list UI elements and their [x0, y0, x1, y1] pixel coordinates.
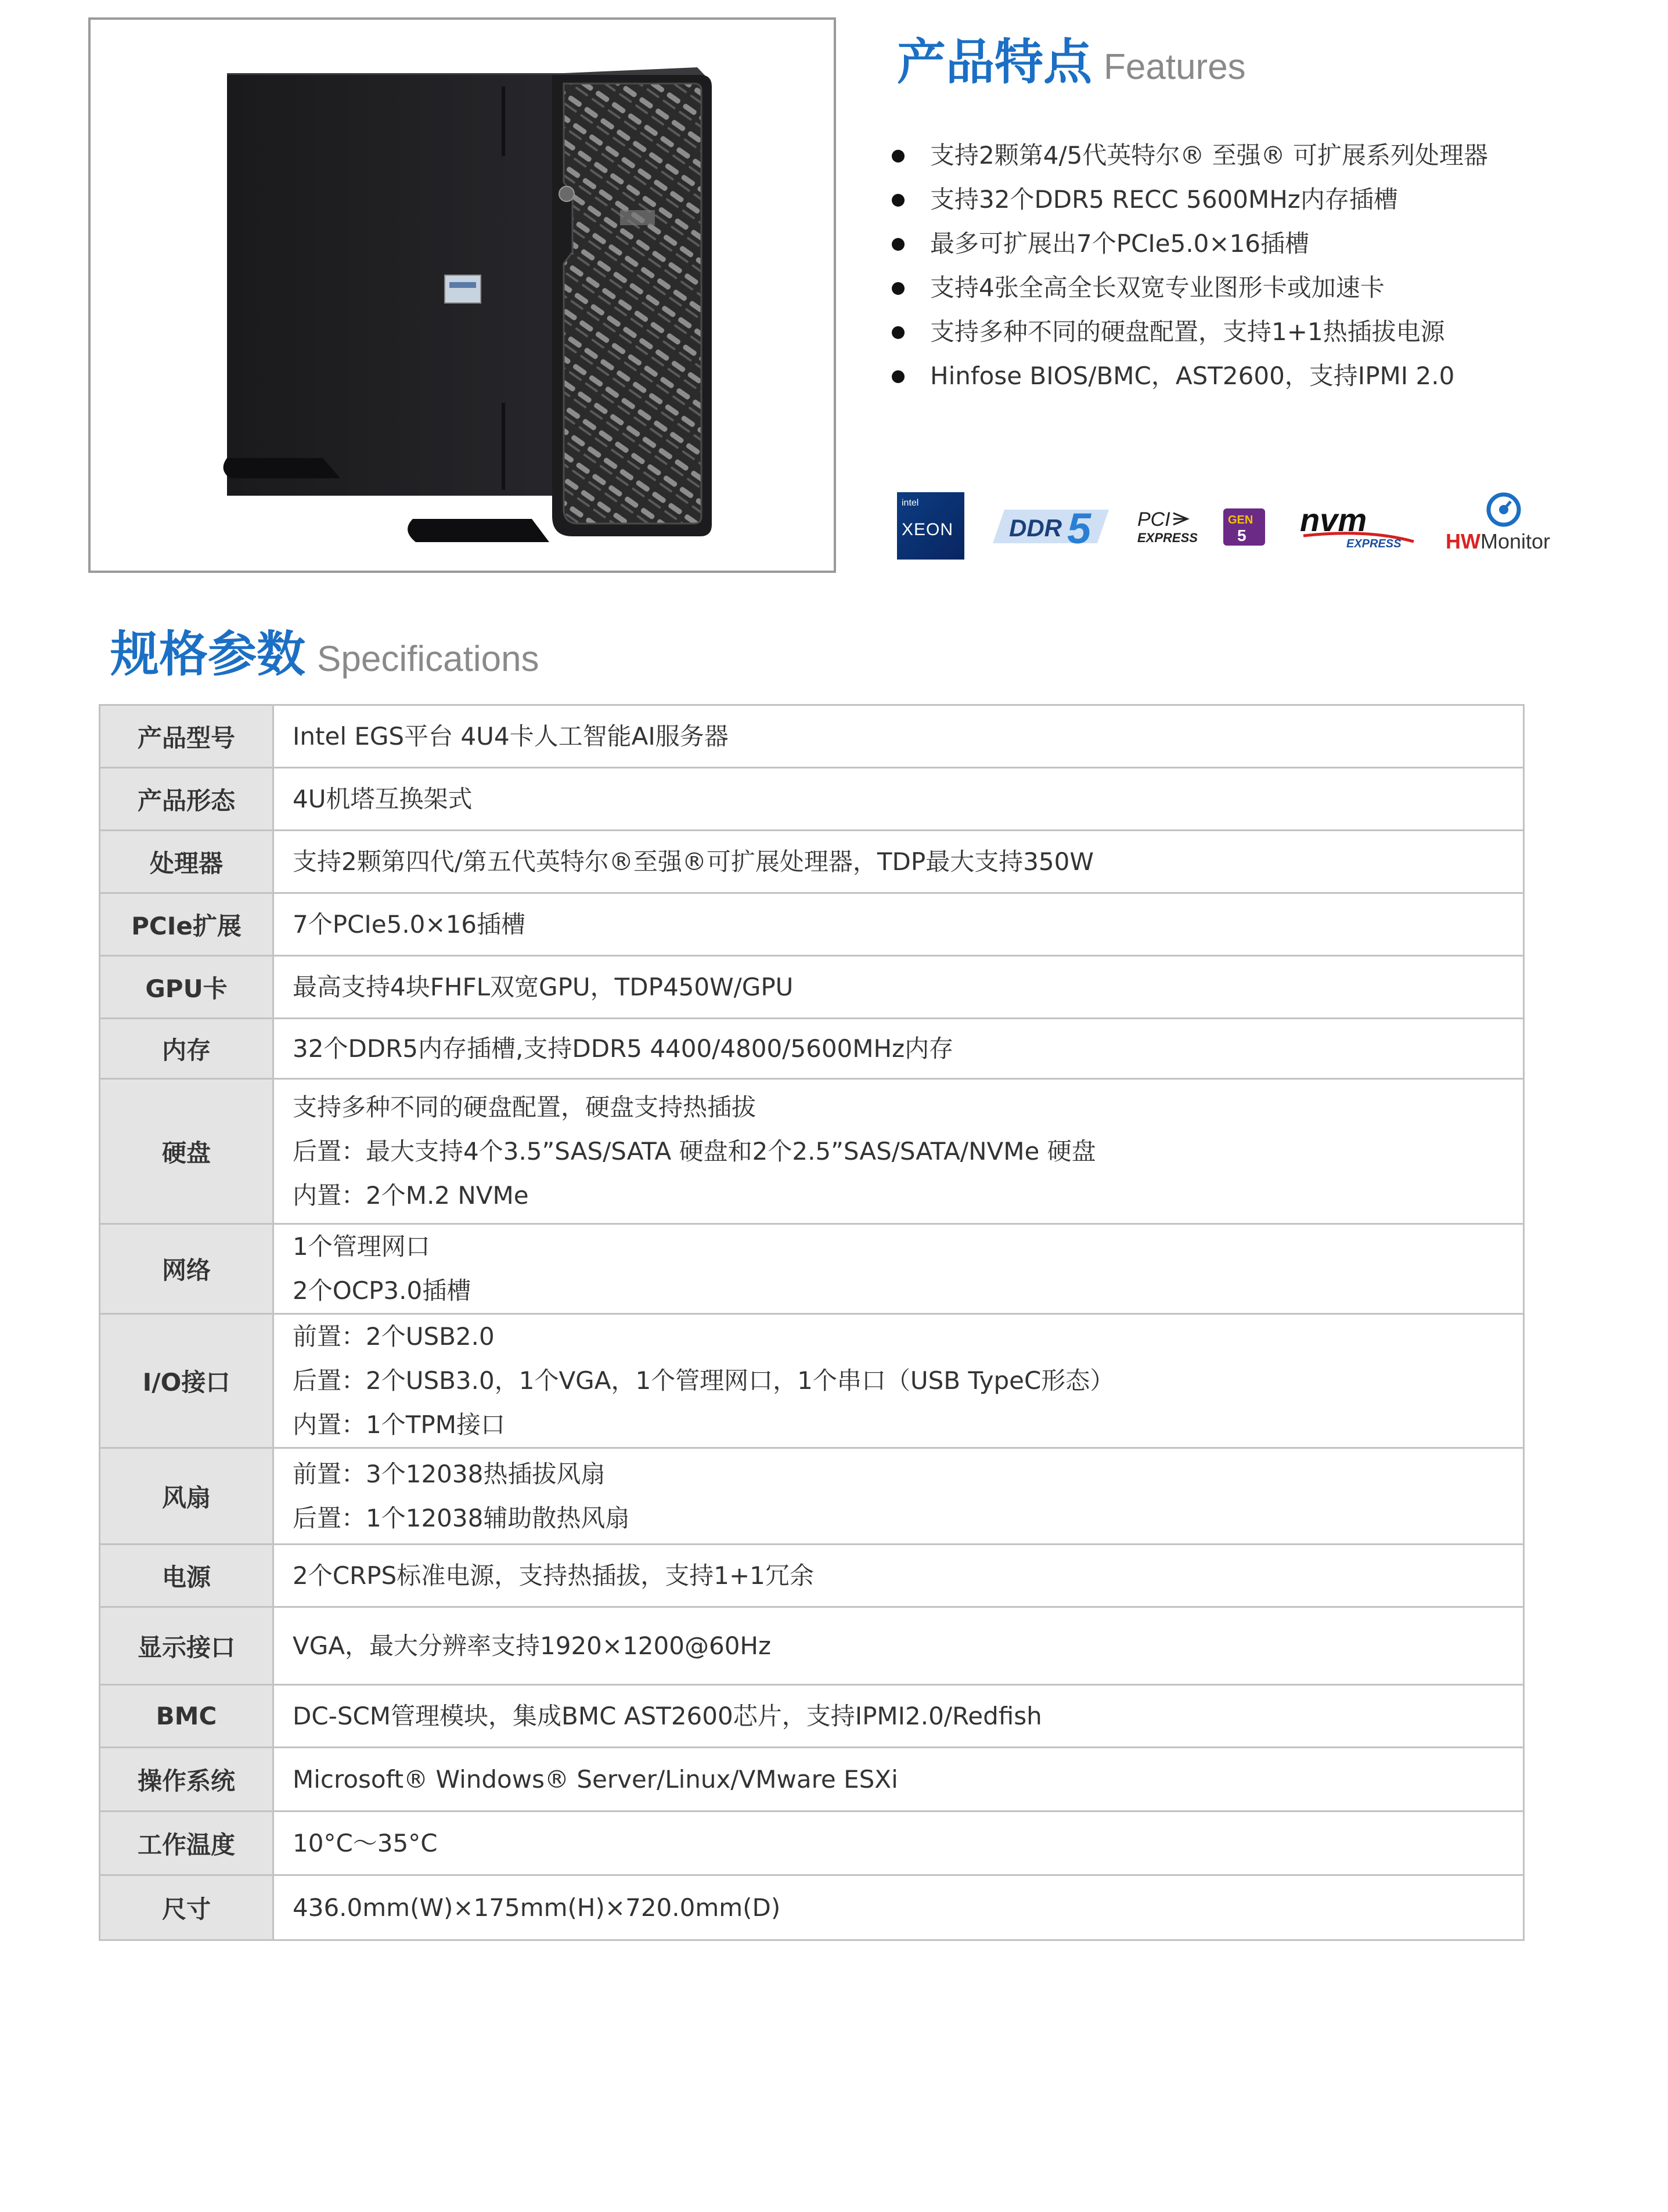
features-title-en: Features	[1104, 47, 1246, 87]
spec-label: 操作系统	[100, 1748, 273, 1812]
spec-label: BMC	[100, 1685, 273, 1748]
bullet-icon	[892, 150, 905, 163]
table-row	[100, 1079, 1524, 1224]
spec-value: 前置：3个12038热插拔风扇 后置：1个12038辅助散热风扇	[273, 1448, 1524, 1545]
features-heading	[897, 23, 1246, 93]
spec-value: 最高支持4块FHFL双宽GPU，TDP450W/GPU	[273, 956, 1524, 1019]
feature-item: 最多可扩展出7个PCIe5.0×16插槽	[888, 222, 1488, 266]
bullet-icon	[892, 238, 905, 251]
spec-label: I/O接口	[100, 1314, 273, 1448]
spec-label: 处理器	[100, 831, 273, 893]
spec-value: 32个DDR5内存插槽,支持DDR5 4400/4800/5600MHz内存	[273, 1019, 1524, 1079]
spec-value: 支持多种不同的硬盘配置，硬盘支持热插拔 后置：最大支持4个3.5”SAS/SATA 硬盘和2个2.5”SAS/SATA/NVMe 硬盘 内置：2个M.2 NVMe	[273, 1079, 1524, 1224]
spec-label: 网络	[100, 1224, 273, 1314]
nvme-logo	[1298, 501, 1420, 553]
svg-text:EXPRESS: EXPRESS	[1137, 531, 1198, 545]
hwmonitor-logo: HWMonitor	[1446, 492, 1562, 560]
specifications-table	[99, 704, 1525, 1941]
spec-value: 1个管理网口 2个OCP3.0插槽	[273, 1224, 1524, 1314]
spec-value: 436.0mm(W)×175mm(H)×720.0mm(D)	[273, 1875, 1524, 1940]
spec-label: 电源	[100, 1545, 273, 1607]
spec-value: Microsoft® Windows® Server/Linux/VMware ESXi	[273, 1748, 1524, 1812]
feature-item: 支持4张全高全长双宽专业图形卡或加速卡	[888, 266, 1488, 310]
feature-list	[888, 133, 1488, 398]
table-row	[100, 1314, 1524, 1448]
spec-label: PCIe扩展	[100, 893, 273, 956]
svg-text:nvm: nvm	[1300, 501, 1367, 538]
table-row	[100, 768, 1524, 831]
feature-item: 支持32个DDR5 RECC 5600MHz内存插槽	[888, 178, 1488, 222]
feature-item: 支持多种不同的硬盘配置，支持1+1热插拔电源	[888, 310, 1488, 354]
spec-value: 4U机塔互换架式	[273, 768, 1524, 831]
bullet-icon	[892, 370, 905, 383]
table-row	[100, 1224, 1524, 1314]
spec-value: 2个CRPS标准电源，支持热插拔，支持1+1冗余	[273, 1545, 1524, 1607]
bullet-icon	[892, 282, 905, 295]
svg-text:5: 5	[1237, 526, 1247, 544]
svg-text:5: 5	[1067, 504, 1091, 549]
technology-logos	[897, 492, 1559, 562]
table-row	[100, 1607, 1524, 1685]
spec-label: 产品形态	[100, 768, 273, 831]
spec-value: Intel EGS平台 4U4卡人工智能AI服务器	[273, 705, 1524, 768]
server-tower-image	[91, 20, 834, 571]
table-row	[100, 831, 1524, 893]
table-row	[100, 956, 1524, 1019]
svg-text:GEN: GEN	[1228, 514, 1253, 526]
gauge-icon	[1446, 492, 1562, 527]
bullet-icon	[892, 194, 905, 207]
specifications-heading	[110, 615, 539, 685]
table-row	[100, 1748, 1524, 1812]
specs-title-en: Specifications	[317, 639, 539, 679]
spec-label: 尺寸	[100, 1875, 273, 1940]
spec-label: 风扇	[100, 1448, 273, 1545]
specs-title-zh: 规格参数	[110, 626, 306, 683]
spec-value: 7个PCIe5.0×16插槽	[273, 893, 1524, 956]
table-row	[100, 1812, 1524, 1875]
svg-text:EXPRESS: EXPRESS	[1346, 537, 1402, 550]
spec-value: VGA，最大分辨率支持1920×1200@60Hz	[273, 1607, 1524, 1685]
feature-item: 支持2颗第4/5代英特尔® 至强® 可扩展系列处理器	[888, 133, 1488, 178]
intel-xeon-logo: intel XEON	[897, 492, 964, 560]
table-row	[100, 1875, 1524, 1940]
table-row	[100, 705, 1524, 768]
spec-label: 显示接口	[100, 1607, 273, 1685]
ddr5-logo	[993, 503, 1121, 549]
svg-text:PCI: PCI	[1137, 508, 1170, 531]
spec-label: 产品型号	[100, 705, 273, 768]
svg-text:DDR: DDR	[1009, 514, 1062, 542]
feature-item: Hinfose BIOS/BMC，AST2600，支持IPMI 2.0	[888, 354, 1488, 398]
spec-value: DC-SCM管理模块，集成BMC AST2600芯片，支持IPMI2.0/Redfish	[273, 1685, 1524, 1748]
table-row	[100, 893, 1524, 956]
bullet-icon	[892, 326, 905, 339]
spec-value: 10°C～35°C	[273, 1812, 1524, 1875]
spec-value: 前置：2个USB2.0 后置：2个USB3.0，1个VGA，1个管理网口，1个串口（USB TypeC形态） 内置：1个TPM接口	[273, 1314, 1524, 1448]
spec-label: 内存	[100, 1019, 273, 1079]
table-row	[100, 1685, 1524, 1748]
spec-value: 支持2颗第四代/第五代英特尔®至强®可扩展处理器，TDP最大支持350W	[273, 831, 1524, 893]
product-image-frame	[88, 17, 836, 573]
table-row	[100, 1019, 1524, 1079]
table-row	[100, 1448, 1524, 1545]
spec-label: 工作温度	[100, 1812, 273, 1875]
table-row	[100, 1545, 1524, 1607]
pcie-gen5-logo	[1135, 505, 1274, 551]
spec-label: 硬盘	[100, 1079, 273, 1224]
spec-label: GPU卡	[100, 956, 273, 1019]
features-title-zh: 产品特点	[897, 34, 1093, 91]
